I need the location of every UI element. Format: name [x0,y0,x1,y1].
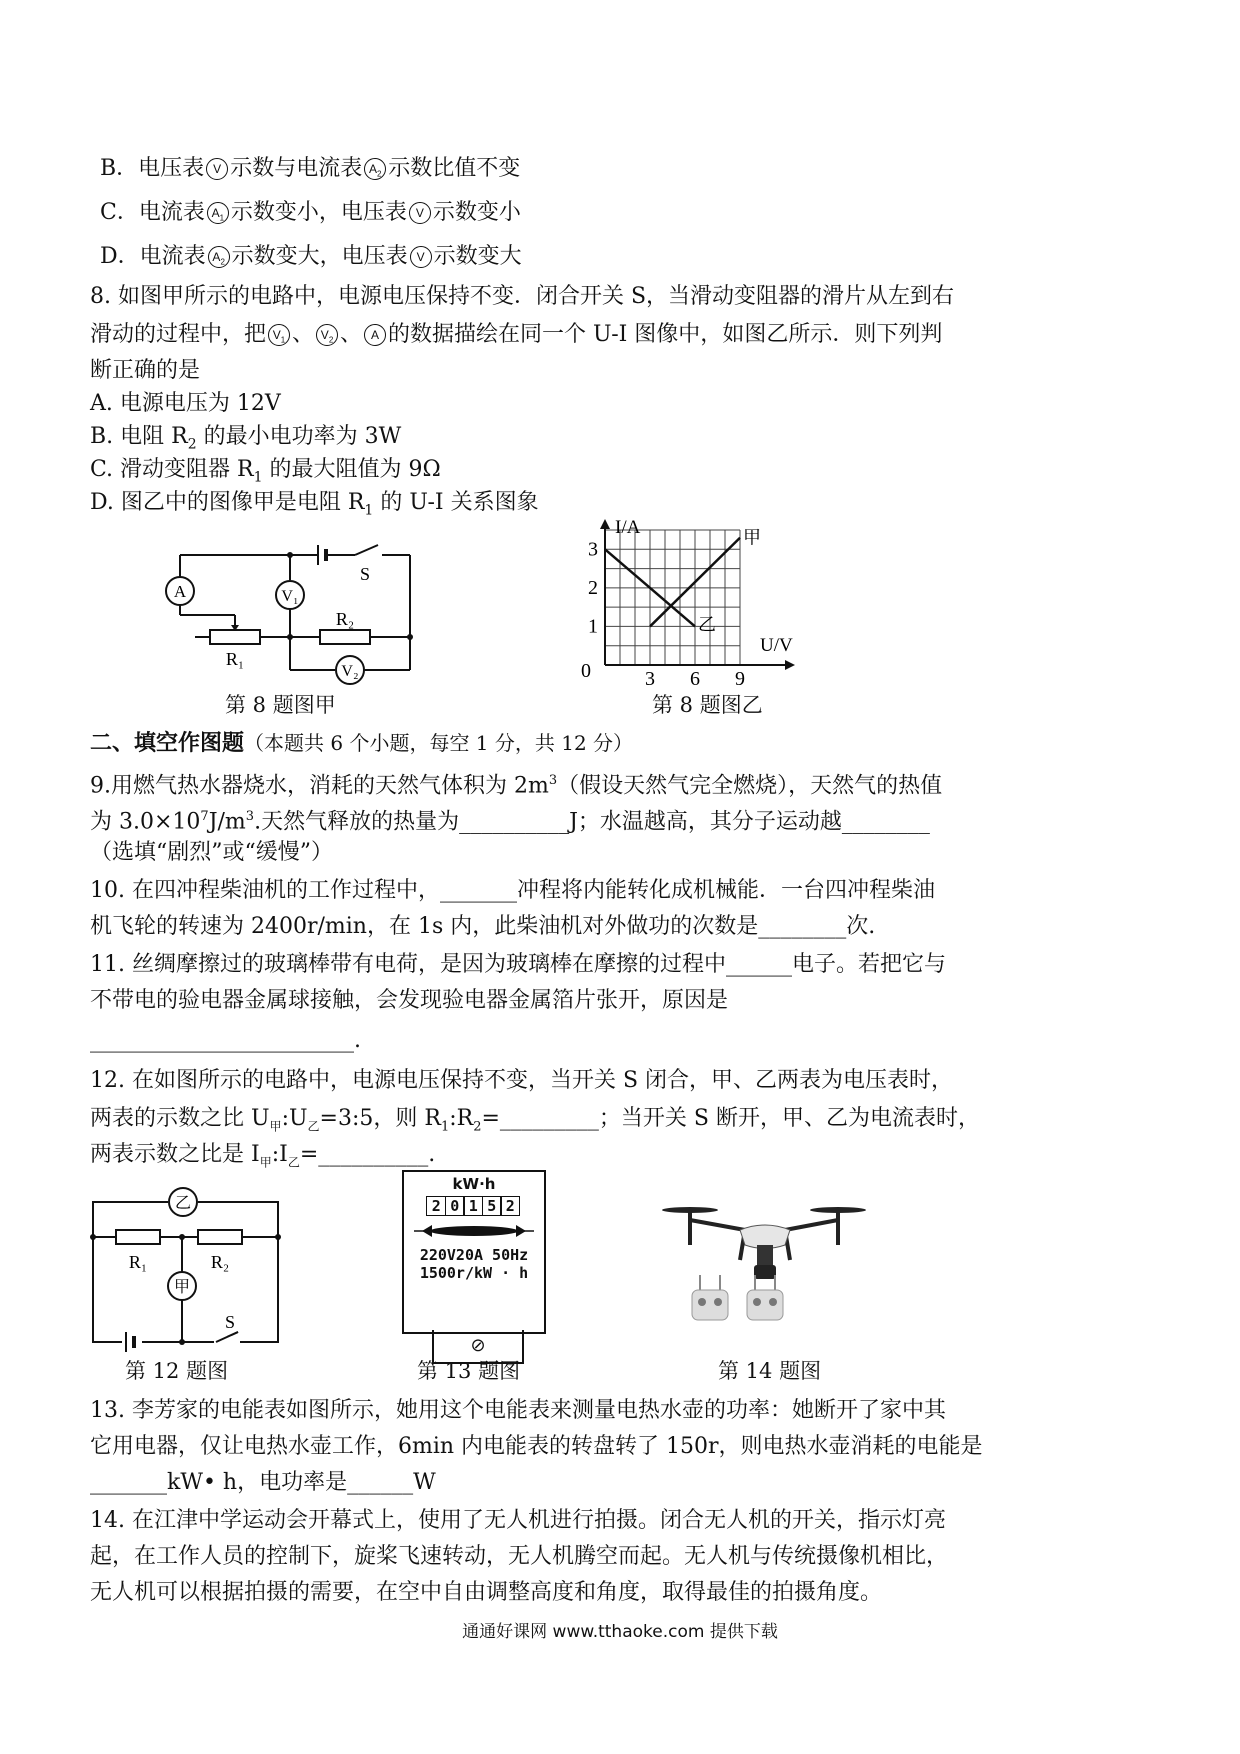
y-tick-label: 1 [588,615,598,638]
q8-stem-line3: 断正确的是 [90,358,201,383]
meter-digit: 5 [482,1196,502,1216]
r2-label: R₂ [210,1252,230,1272]
q12-caption: 第 12 题图 [125,1359,229,1383]
q13-caption: 第 13 题图 [417,1359,521,1383]
x-axis-label: U/V [760,635,793,656]
meter-terminal-icon: ⊘ [432,1330,524,1364]
q11-line2: 不带电的验电器金属球接触，会发现验电器金属箔片张开，原因是 [90,988,729,1013]
q7-option-b: B．电压表 V 示数与电流表 $A_2$ 示数比值不变 [100,156,521,181]
ammeter-symbol: $A_1$ [207,202,229,224]
q11-line1: 11. 丝绸摩擦过的玻璃棒带有电荷，是因为玻璃棒在摩擦的过程中______电子。若把它与 [90,952,946,977]
chart-series [605,538,740,627]
voltmeter-symbol: V [206,158,228,180]
meter-digit: 0 [445,1196,465,1216]
q13-answer-blank-1[interactable]: _______ [90,1470,167,1495]
q10-line1: 10. 在四冲程柴油机的工作过程中，_______冲程将内能转化成机械能．一台四冲程柴油 [90,878,935,903]
y-axis-label: I/A [615,517,641,538]
q10-answer-blank-2[interactable]: ________ [758,914,847,939]
section2-heading [90,728,633,759]
q13-line2: 它用电器，仅让电热水壶工作，6min 内电能表的转盘转了 150r，则电热水壶消耗的电能是 [90,1434,983,1459]
meter-digit: 2 [426,1196,446,1216]
x-tick-label: 3 [645,668,655,690]
ammeter-symbol: A [364,324,386,346]
r2-label: R₂ [335,609,355,629]
series-label: 乙 [698,614,716,635]
meter-yi-label: 乙 [174,1195,192,1212]
ammeter-symbol: $A_2$ [364,158,386,180]
q8-option-a: A. 电源电压为 12V [90,391,281,416]
drone-image [660,1190,870,1340]
q8-option-b: B. 电阻 $R_2$ 的最小电功率为 3W [90,424,402,453]
q9-answer-blank-2[interactable]: ________ [841,809,930,835]
voltmeter-symbol: V [409,202,431,224]
q9-answer-blank-1[interactable]: __________ [459,809,570,835]
q12-answer-blank-2[interactable]: __________ [318,1142,429,1167]
q8-stem-line1: 8. 如图甲所示的电路中，电源电压保持不变．闭合开关 S，当滑动变阻器的滑片从左到右 [90,284,955,309]
voltmeter-symbol: $V_2$ [316,324,338,346]
q12-line1: 12. 在如图所示的电路中，电源电压保持不变，当开关 S 闭合，甲、乙两表为电压表时， [90,1068,954,1093]
v1-label: V₁ [281,588,299,605]
r1-label: R₁ [225,649,245,669]
q14-line1: 14. 在江津中学运动会开幕式上，使用了无人机进行拍摄。闭合无人机的开关，指示灯亮 [90,1508,946,1533]
section2-title: 二、填空作图题 [90,730,245,756]
y-axis-arrow [600,519,610,529]
meter-disc-icon [404,1216,544,1246]
meter-jia-label: 甲 [173,1279,191,1296]
q12-circuit-diagram [88,1182,288,1352]
voltmeter-symbol: $V_1$ [268,324,290,346]
y-tick-label: 3 [588,538,598,561]
switch-label: S [359,564,371,584]
meter-spec-1: 220V20A 50Hz [419,1246,529,1264]
q8-fig-a-caption: 第 8 题图甲 [225,693,336,717]
q11-answer-blank-1[interactable]: ______ [725,952,792,977]
section2-note: （本题共 6 个小题，每空 1 分，共 12 分） [244,731,634,755]
q12-answer-blank-1[interactable]: _________ [499,1106,599,1131]
q7-option-c: C．电流表 $A_1$ 示数变小，电压表 V 示数变小 [100,200,521,225]
chart-grid [605,530,740,665]
q8-option-d: D. 图乙中的图像甲是电阻 $R_1$ 的 U-I 关系图象 [90,490,539,519]
q8-circuit-diagram [150,535,430,695]
x-axis-arrow [785,660,795,670]
q9-line1: 9.用燃气热水器烧水，消耗的天然气体积为 $2m^3$（假设天然气完全燃烧），天然气的热值 [90,773,943,799]
meter-digit: 2 [500,1196,520,1216]
q13-line3: _______kW• h，电功率是______W [90,1470,436,1495]
q11-answer-blank-2[interactable]: ________________________. [90,1028,361,1053]
q10-line2: 机飞轮的转速为 2400r/min，在 1s 内，此柴油机对外做功的次数是________次. [90,914,876,939]
ammeter-label: A [173,582,187,601]
ammeter-symbol: $A_2$ [208,246,230,268]
y-tick-label: 2 [588,576,598,599]
q8-option-c: C. 滑动变阻器 $R_1$ 的最大阻值为 9Ω [90,457,441,486]
footer-source: 通通好课网 www.tthaoke.com 提供下载 [462,1622,778,1642]
q13-line1: 13. 李芳家的电能表如图所示，她用这个电能表来测量电热水壶的功率：她断开了家中其 [90,1398,946,1423]
x-tick-label: 6 [690,668,700,690]
r1-label: R₁ [128,1252,148,1272]
q7-option-d: D．电流表 $A_2$ 示数变大，电压表 V 示数变大 [100,244,522,269]
q13-answer-blank-2[interactable]: ______ [347,1470,414,1495]
q14-line3: 无人机可以根据拍摄的需要，在空中自由调整高度和角度，取得最佳的拍摄角度。 [90,1580,883,1605]
q8-fig-b-caption: 第 8 题图乙 [652,693,763,717]
q9-line3: （选填“剧烈”或“缓慢”） [90,840,333,865]
v2-label: V₂ [341,663,359,680]
meter-unit: kW·h [452,1175,496,1193]
series-label: 甲 [743,527,761,548]
q12-line2: 两表的示数之比 $U_甲:U_乙=3:5$，则 $R_1:R_2=\_\_\_\_\_\_\_\_\_$；当开关 S 断开，甲、乙为电流表时， [90,1106,980,1135]
q9-line2: 为 $3.0\times 10^7J/m^3$.天然气释放的热量为__________J；水温越高，其分子运动越________ [90,809,930,835]
x-tick-label: 9 [735,668,745,690]
origin-label: 0 [581,660,591,682]
voltmeter-symbol: V [410,246,432,268]
q8-stem-line2: 滑动的过程中，把 $V_1$ 、 $V_2$ 、 A 的数据描绘在同一个 U-I 图像中，如图乙所示．则下列判 [90,322,943,347]
meter-digits [404,1196,544,1216]
switch-label: S [224,1312,236,1332]
q12-line3: 两表示数之比是 $I_甲:I_乙=\_\_\_\_\_\_\_\_\_\_$. [90,1142,436,1170]
q10-answer-blank-1[interactable]: _______ [439,878,517,903]
energy-meter [402,1170,546,1334]
meter-digit: 1 [463,1196,483,1216]
meter-spec-2: 1500r/kW · h [419,1264,529,1282]
q14-line2: 起，在工作人员的控制下，旋桨飞速转动，无人机腾空而起。无人机与传统摄像机相比， [90,1544,949,1569]
q8-ui-chart [575,515,845,695]
q14-caption: 第 14 题图 [718,1359,822,1383]
